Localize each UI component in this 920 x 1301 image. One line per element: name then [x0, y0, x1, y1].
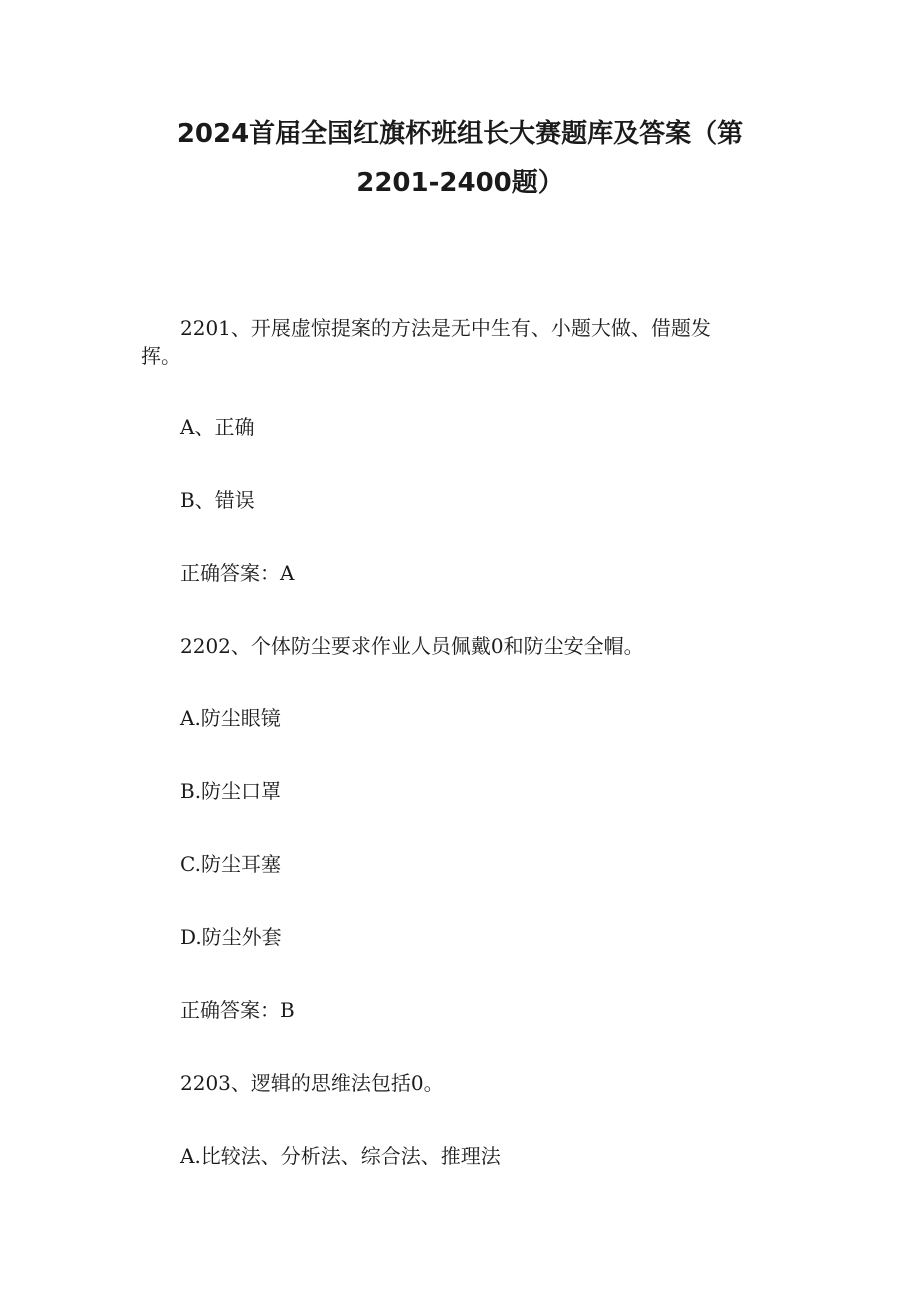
- question-2201-answer: 正确答案：A: [180, 561, 295, 585]
- question-2203-option-a: A.比较法、分析法、综合法、推理法: [180, 1144, 501, 1168]
- question-2201-option-b: B、错误: [180, 488, 255, 512]
- question-2202-text: 2202、个体防尘要求作业人员佩戴0和防尘安全帽。: [180, 634, 644, 658]
- question-2201-option-a: A、正确: [180, 415, 255, 439]
- question-2202-option-d: D.防尘外套: [180, 925, 282, 949]
- question-2202-option-b: B.防尘口罩: [180, 779, 282, 803]
- document-title-line2: 2201-2400题）: [356, 168, 564, 198]
- question-2203-text: 2203、逻辑的思维法包括0。: [180, 1071, 444, 1095]
- question-2201-text-cont: 挥。: [141, 344, 181, 368]
- question-2202-option-c: C.防尘耳塞: [180, 852, 281, 876]
- question-2202-answer: 正确答案：B: [180, 998, 295, 1022]
- document-title-line1: 2024首届全国红旗杯班组长大赛题库及答案（第: [176, 119, 744, 149]
- question-2201-text: 2201、开展虚惊提案的方法是无中生有、小题大做、借题发: [180, 316, 711, 340]
- question-2202-option-a: A.防尘眼镜: [180, 706, 281, 730]
